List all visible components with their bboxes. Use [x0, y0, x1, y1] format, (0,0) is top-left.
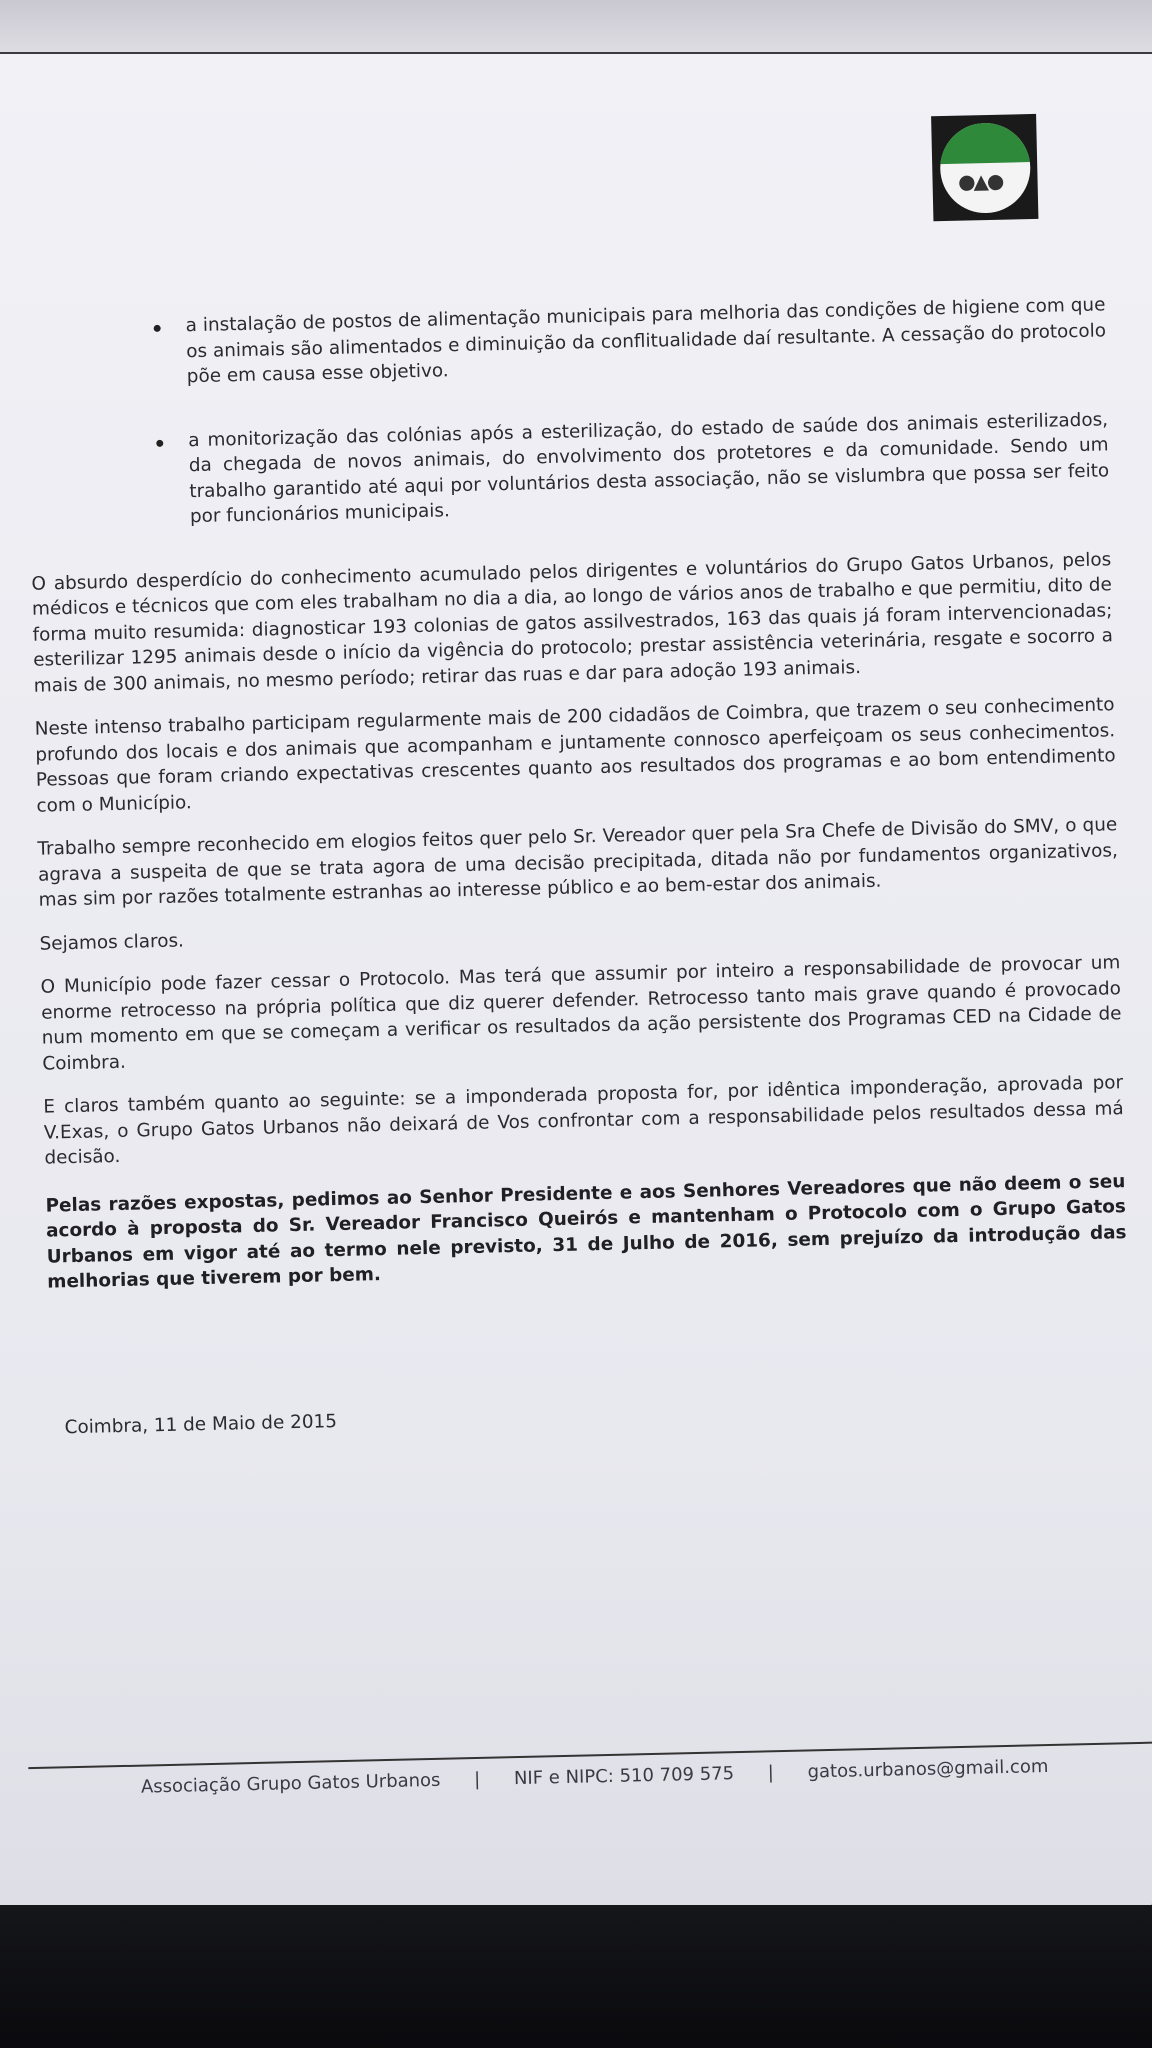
closing-place-date: Coimbra, 11 de Maio de 2015: [64, 1410, 338, 1438]
bullet-text: a monitorização das colónias após a esterilização, do estado de saúde dos animais esterilizados, da chegada de novos animais, do envolvimento dos protetores e da comunidade. Sendo um trabalho garantido até aqui por voluntários desta associação, não se vislumbra que possa ser feito por funcionários municipais.: [187, 408, 1110, 528]
footer-email: gatos.urbanos@gmail.com: [807, 1756, 1049, 1783]
letter-content: [0, 42, 1152, 1923]
bullet-dot-icon: [156, 439, 163, 446]
dark-background: [0, 1905, 1152, 2048]
footer-nif: NIF e NIPC: 510 709 575: [513, 1763, 735, 1790]
bullet-item: [28, 407, 1110, 533]
footer-organization: Associação Grupo Gatos Urbanos: [140, 1769, 441, 1798]
bullet-list: [25, 292, 1110, 533]
footer-separator: |: [767, 1762, 775, 1784]
association-logo-icon: [931, 114, 1038, 221]
paragraph: O absurdo desperdício do conhecimento acumulado pelos dirigentes e voluntários do Grupo Gatos Urbanos, pelos médicos e técnicos que com eles trabalham no dia a dia, ao longo de vários anos de trabalho e que permitiu, dito de forma muito resumida: diagnosticar 193 colonias de gatos assilvestrados, 163 das quais já foram intervencionadas; esterilizar 1295 animais desde o início da vigência do protocolo; prestar assistência veterinária, resgate e socorro a mais de 300 animais, no mesmo período; retirar das ruas e dar para adoção 193 animais.: [31, 548, 1114, 697]
paragraph: O Município pode fazer cessar o Protocolo. Mas terá que assumir por inteiro a responsabilidade de provocar um enorme retrocesso na própria política que diz querer defender. Retrocesso tanto mais grave quando é provocado num momento em que se começam a verificar os resultados da ação persistente dos Programas CED na Cidade de Coimbra.: [40, 952, 1122, 1075]
letter-body: [25, 292, 1131, 1458]
footer-separator: |: [473, 1768, 481, 1791]
letter-footer: [19, 1753, 1152, 1800]
logo-badge: [939, 122, 1031, 214]
request-paragraph: Pelas razões expostas, pedimos ao Senhor Presidente e aos Senhores Vereadores que não deem o seu acordo à proposta do Sr. Vereador Francisco Queirós e mantenham o Protocolo com o Grupo Gatos Urbanos em vigor até ao termo nele previsto, 31 de Julho de 2016, sem prejuízo da introdução das melhorias que tiverem por bem.: [45, 1170, 1127, 1293]
letter-page: [0, 52, 1152, 1909]
umbrella-shape: [939, 122, 1030, 164]
paragraph: E claros também quanto ao seguinte: se a imponderada proposta for, por idêntica imponderação, aprovada por V.Exas, o Grupo Gatos Urbanos não deixará de Vos confrontar com a responsabilidade pelos resultados dessa má decisão.: [43, 1072, 1124, 1169]
cats-icon: ●▲●: [957, 168, 1003, 194]
bullet-dot-icon: [154, 325, 161, 332]
bullet-item: [25, 292, 1106, 393]
paragraph: Trabalho sempre reconhecido em elogios feitos quer pelo Sr. Vereador quer pela Sra Chefe de Divisão do SMV, o que agrava a suspeita de que se trata agora de uma decisão precipitada, ditada não por fundamentos organizativos, mas sim por razões totalmente estranhas ao interesse público e ao bem-estar dos animais.: [37, 814, 1119, 911]
paragraph: Sejamos claros.: [39, 929, 185, 955]
bullet-text: a instalação de postos de alimentação municipais para melhoria das condições de higiene com que os animais são alimentados e diminuição da conflitualidade daí resultante. A cessação do protocolo põe em causa esse objetivo.: [185, 294, 1107, 388]
paragraph: Neste intenso trabalho participam regularmente mais de 200 cidadãos de Coimbra, que trazem o seu conhecimento profundo dos locais e dos animais que acompanham e juntamente connosco aperfeiçoam os seus conhecimentos. Pessoas que foram criando expectativas crescentes quanto aos resultados dos programas e ao bom entendimento com o Município.: [34, 694, 1116, 817]
